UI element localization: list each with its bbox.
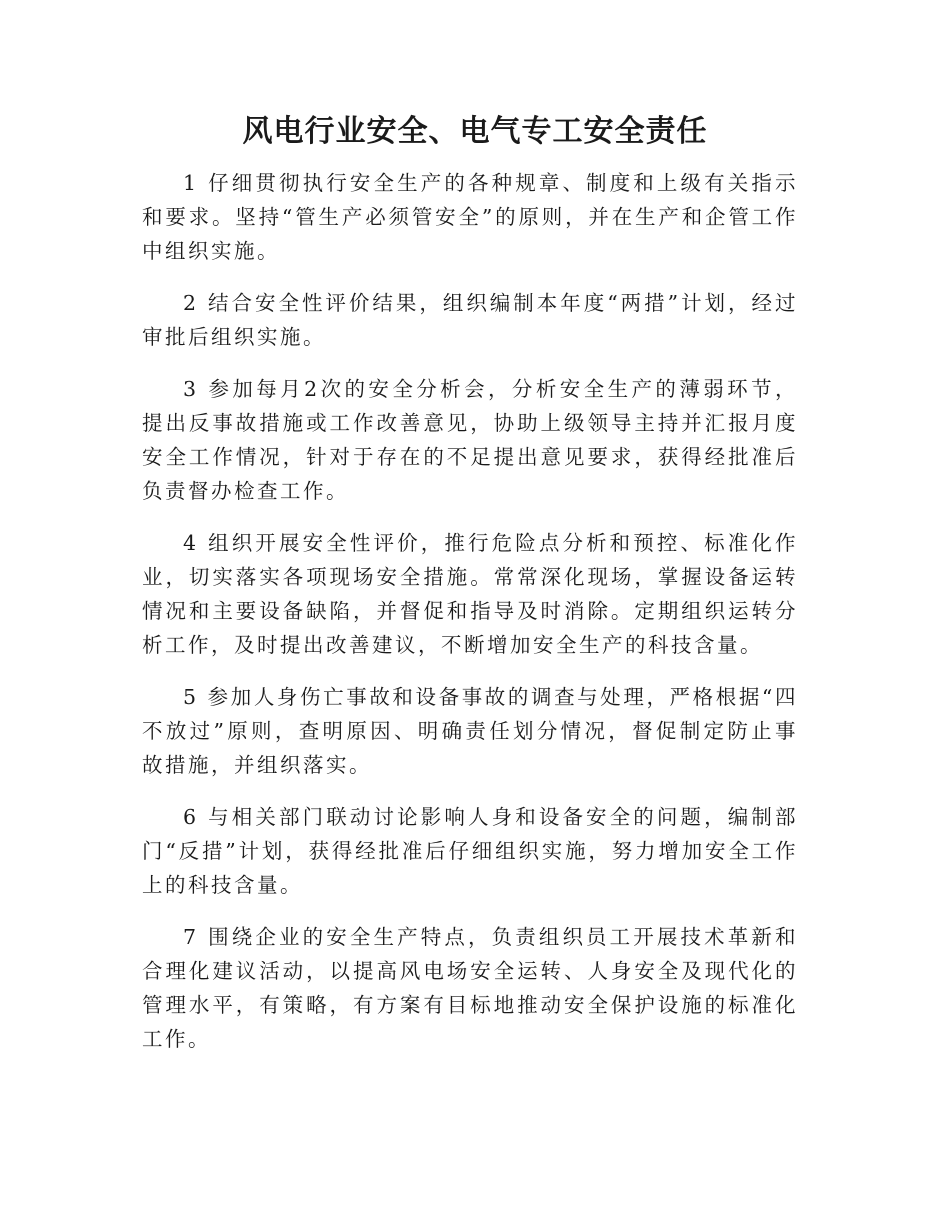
paragraph-4: 4 组织开展安全性评价，推行危险点分析和预控、标准化作业，切实落实各项现场安全措施。常常深化现场，掌握设备运转情况和主要设备缺陷，并督促和指导及时消除。定期组织运转分析工作，及时提出改善建议，不断增加安全生产的科技含量。	[142, 531, 798, 657]
paragraph-6: 6 与相关部门联动讨论影响人身和设备安全的问题，编制部门“反措”计划，获得经批准后仔细组织实施，努力增加安全工作上的科技含量。	[142, 805, 798, 897]
document-title: 风电行业安全、电气专工安全责任	[242, 114, 708, 149]
paragraph-3: 3 参加每月2次的安全分析会，分析安全生产的薄弱环节，提出反事故措施或工作改善意见，协助上级领导主持并汇报月度安全工作情况，针对于存在的不足提出意见要求，获得经批准后负责督办检查工作。	[142, 377, 798, 503]
paragraph-2: 2 结合安全性评价结果，组织编制本年度“两措”计划，经过审批后组织实施。	[142, 291, 798, 349]
document-body	[142, 166, 798, 1074]
paragraph-7: 7 围绕企业的安全生产特点，负责组织员工开展技术革新和合理化建议活动，以提高风电场安全运转、人身安全及现代化的管理水平，有策略，有方案有目标地推动安全保护设施的标准化工作。	[142, 925, 798, 1051]
paragraph-5: 5 参加人身伤亡事故和设备事故的调查与处理，严格根据“四不放过”原则，查明原因、明确责任划分情况，督促制定防止事故措施，并组织落实。	[142, 685, 798, 777]
paragraph-1: 1 仔细贯彻执行安全生产的各种规章、制度和上级有关指示和要求。坚持“管生产必须管安全”的原则，并在生产和企管工作中组织实施。	[142, 171, 798, 263]
